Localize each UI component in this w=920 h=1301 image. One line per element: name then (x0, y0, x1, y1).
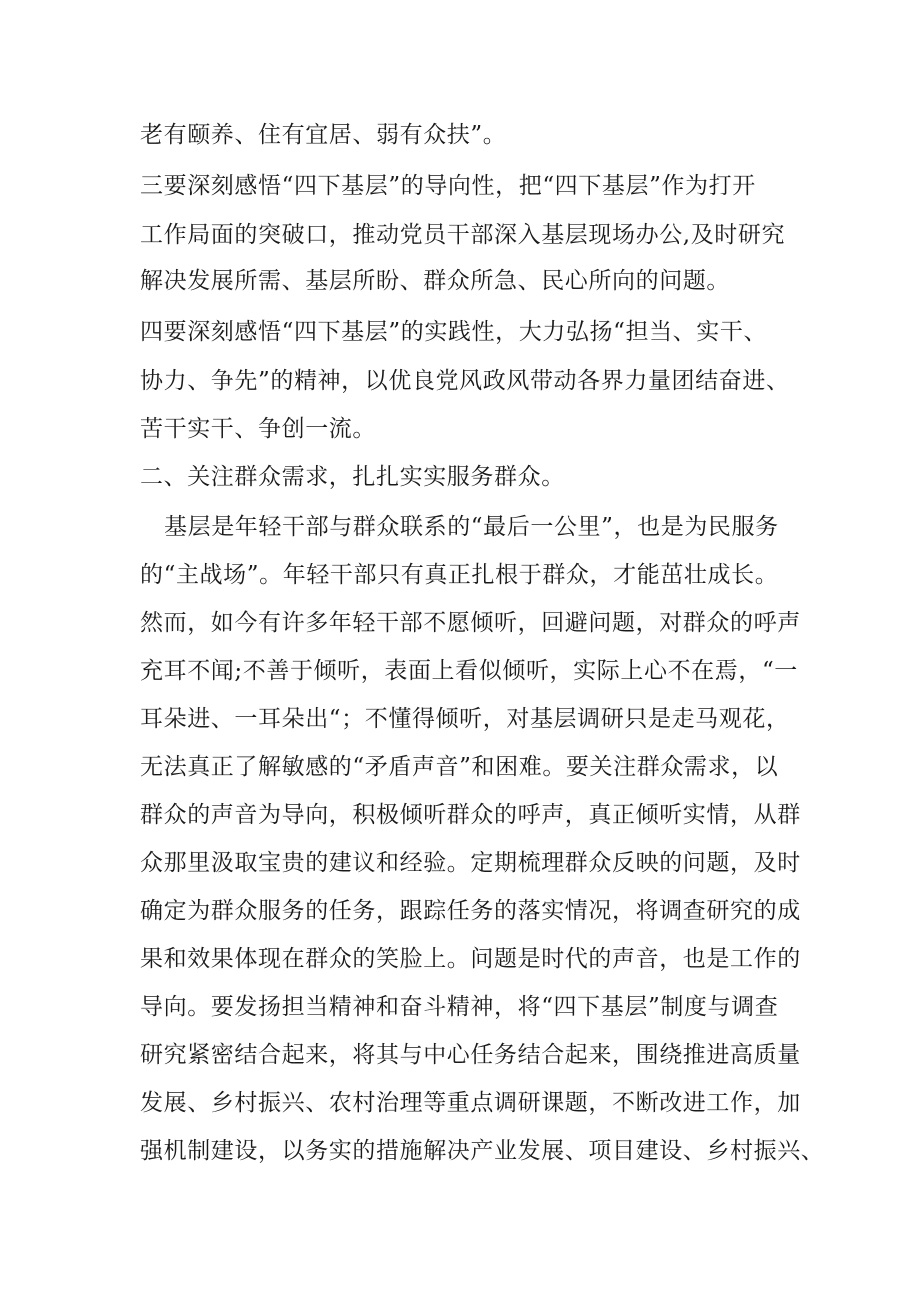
text-line: 三要深刻感悟“四下基层”的导向性，把“四下基层”作为打开 (140, 173, 756, 199)
text-line: 苦干实干、争创一流。 (140, 416, 376, 442)
text-line: 协力、争先”的精神，以优良党风政风带动各界力量团结奋进、 (140, 368, 790, 394)
text-line: 工作局面的突破口，推动党员干部深入基层现场办公,及时研究 (140, 222, 786, 248)
text-line: 发展、乡村振兴、农村治理等重点调研课题，不断改进工作，加 (140, 1090, 801, 1116)
section-heading: 二、关注群众需求，扎扎实实服务群众。 (140, 464, 565, 490)
text-line: 耳朵进、一耳朵出“；不懂得倾听，对基层调研只是走马观花， (140, 706, 790, 732)
text-line: 果和效果体现在群众的笑脸上。问题是时代的声音，也是工作的 (140, 946, 801, 972)
text-line: 然而，如今有许多年轻干部不愿倾听，回避问题，对群众的呼声 (140, 610, 801, 636)
text-line: 导向。要发扬担当精神和奋斗精神，将“四下基层”制度与调查 (140, 994, 779, 1020)
text-line: 确定为群众服务的任务，跟踪任务的落实情况，将调查研究的成 (140, 898, 801, 924)
text-line: 群众的声音为导向，积极倾听群众的呼声，真正倾听实情，从群 (140, 802, 801, 828)
text-line: 研究紧密结合起来，将其与中心任务结合起来，围绕推进高质量 (140, 1042, 801, 1068)
text-line: 的“主战场”。年轻干部只有真正扎根于群众，才能茁壮成长。 (140, 562, 779, 588)
text-line: 众那里汲取宝贵的建议和经验。定期梳理群众反映的问题，及时 (140, 850, 801, 876)
text-line: 老有颐养、住有宜居、弱有众扶”。 (140, 122, 507, 148)
text-line: 无法真正了解敏感的“矛盾声音”和困难。要关注群众需求，以 (140, 754, 779, 780)
text-line: 四要深刻感悟“四下基层”的实践性，大力弘扬“担当、实干、 (140, 319, 768, 345)
paragraph-first-line: 基层是年轻干部与群众联系的“最后一公里”，也是为民服务 (164, 514, 779, 540)
text-line: 强机制建设，以务实的措施解决产业发展、项目建设、乡村振兴、 (140, 1138, 825, 1164)
text-line: 充耳不闻;不善于倾听，表面上看似倾听，实际上心不在焉，“一 (140, 658, 798, 684)
text-line: 解决发展所需、基层所盼、群众所急、民心所向的问题。 (140, 268, 730, 294)
